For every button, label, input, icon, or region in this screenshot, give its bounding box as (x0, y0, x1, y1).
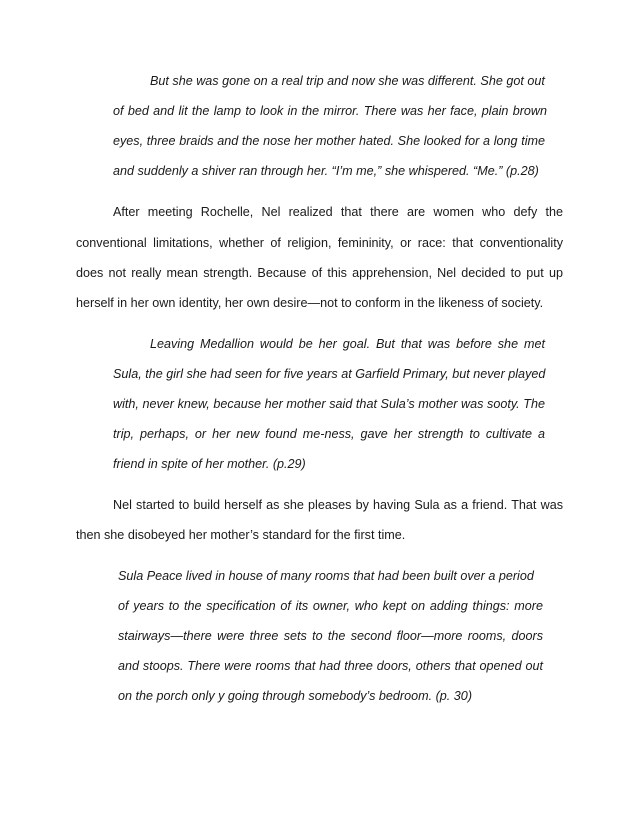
quote-3-line-1: Sula Peace lived in house of many rooms that had been built over a period (118, 569, 534, 583)
paragraph-2-line-1: Nel started to build herself as she pleases by having Sula as a friend. That was (113, 498, 563, 512)
quote-2-line-5: friend in spite of her mother. (p.29) (113, 457, 306, 471)
quote-3-line-4: and stoops. There were rooms that had three doors, others that opened out (118, 659, 543, 673)
quote-1-line-3: eyes, three braids and the nose her mother hated. She looked for a long time (113, 134, 545, 148)
quote-2-line-3: with, never knew, because her mother said that Sula’s mother was sooty. The (113, 397, 545, 411)
quote-2-line-2: Sula, the girl she had seen for five years at Garfield Primary, but never played (113, 367, 546, 381)
paragraph-1-line-4: herself in her own identity, her own desire—not to conform in the likeness of society. (76, 296, 544, 310)
quote-1-line-2: of bed and lit the lamp to look in the mirror. There was her face, plain brown (113, 104, 547, 118)
paragraph-1-line-1: After meeting Rochelle, Nel realized that there are women who defy the (113, 205, 563, 219)
paragraph-1-line-2: conventional limitations, whether of religion, femininity, or race: that conventionality (76, 236, 563, 250)
paragraph-2-line-2: then she disobeyed her mother’s standard for the first time. (76, 528, 406, 542)
quote-2-line-1: Leaving Medallion would be her goal. But that was before she met (150, 337, 545, 351)
quote-3-line-2: of years to the specification of its owner, who kept on adding things: more (118, 599, 543, 613)
quote-1-line-4: and suddenly a shiver ran through her. “I’m me,” she whispered. “Me.” (p.28) (113, 164, 539, 178)
paragraph-1-line-3: does not really mean strength. Because of this apprehension, Nel decided to put up (76, 266, 563, 280)
quote-1-line-1: But she was gone on a real trip and now she was different. She got out (150, 74, 545, 88)
quote-3-line-3: stairways—there were three sets to the second floor—more rooms, doors (118, 629, 543, 643)
quote-3-line-5: on the porch only y going through somebody’s bedroom. (p. 30) (118, 689, 473, 703)
quote-2-line-4: trip, perhaps, or her new found me-ness, gave her strength to cultivate a (113, 427, 545, 441)
